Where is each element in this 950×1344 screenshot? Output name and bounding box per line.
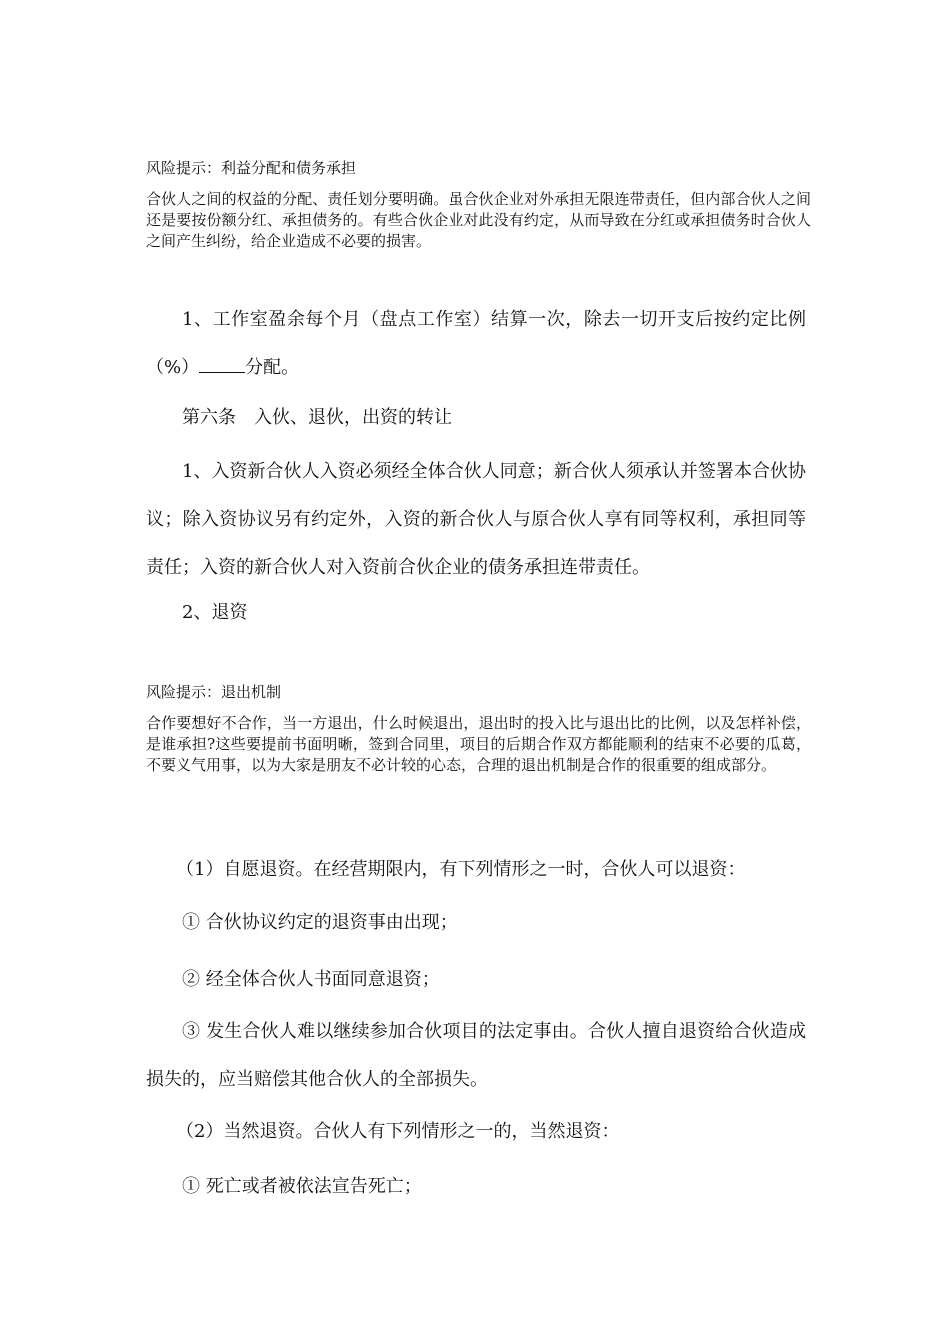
risk-tip-title-profit-debt: 风险提示：利益分配和债务承担 [146,159,357,177]
voluntary-condition-1: ① 合伙协议约定的退资事由出现； [182,912,458,933]
clause-profit-distribution [146,296,806,392]
risk-tip-body-exit: 合作要想好不合作，当一方退出，什么时候退出，退出时的投入比与退出比的比例，以及怎样补偿，是谁承担?这些要提前书面明晰，签到合同里，项目的后期合作双方都能顺利的结束不必要的瓜葛，不要义气用事，以为大家是朋友不必计较的心态，合理的退出机制是合作的很重要的组成部分。 [146,714,811,774]
clause-natural-withdrawal: （2）当然退资。合伙人有下列情形之一的，当然退资： [176,1121,620,1142]
risk-tip-body-profit-debt: 合伙人之间的权益的分配、责任划分要明确。虽合伙企业对外承担无限连带责任，但内部合伙人之间还是要按份额分红、承担债务的。有些合伙企业对此没有约定，从而导致在分红或承担债务时合伙人之间产生纠纷，给企业造成不必要的损害。 [146,190,811,250]
blank-line [199,356,245,373]
risk-tip-title-exit: 风险提示：退出机制 [146,683,282,701]
clause-withdrawal: 2、退资 [182,602,248,623]
article-six-heading: 第六条 入伙、退伙，出资的转让 [182,407,452,428]
clause-admission: 1、入资新合伙人入资必须经全体合伙人同意；新合伙人须承认并签署本合伙协议；除入资协议另有约定外，入资的新合伙人与原合伙人享有同等权利，承担同等责任；入资的新合伙人对入资前合伙企业的债务承担连带责任。 [146,461,806,578]
clause-profit-text: 1、工作室盈余每个月（盘点工作室）结算一次，除去一切开支后按约定比例（%） [146,309,806,378]
voluntary-condition-2: ② 经全体合伙人书面同意退资； [182,969,440,990]
clause-voluntary-withdrawal: （1）自愿退资。在经营期限内，有下列情形之一时，合伙人可以退资： [176,859,746,880]
voluntary-condition-3: ③ 发生合伙人难以继续参加合伙项目的法定事由。合伙人擅自退资给合伙造成损失的，应当赔偿其他合伙人的全部损失。 [146,1021,806,1090]
natural-condition-1: ① 死亡或者被依法宣告死亡； [182,1176,422,1197]
clause-profit-text-end: 分配。 [245,357,300,378]
